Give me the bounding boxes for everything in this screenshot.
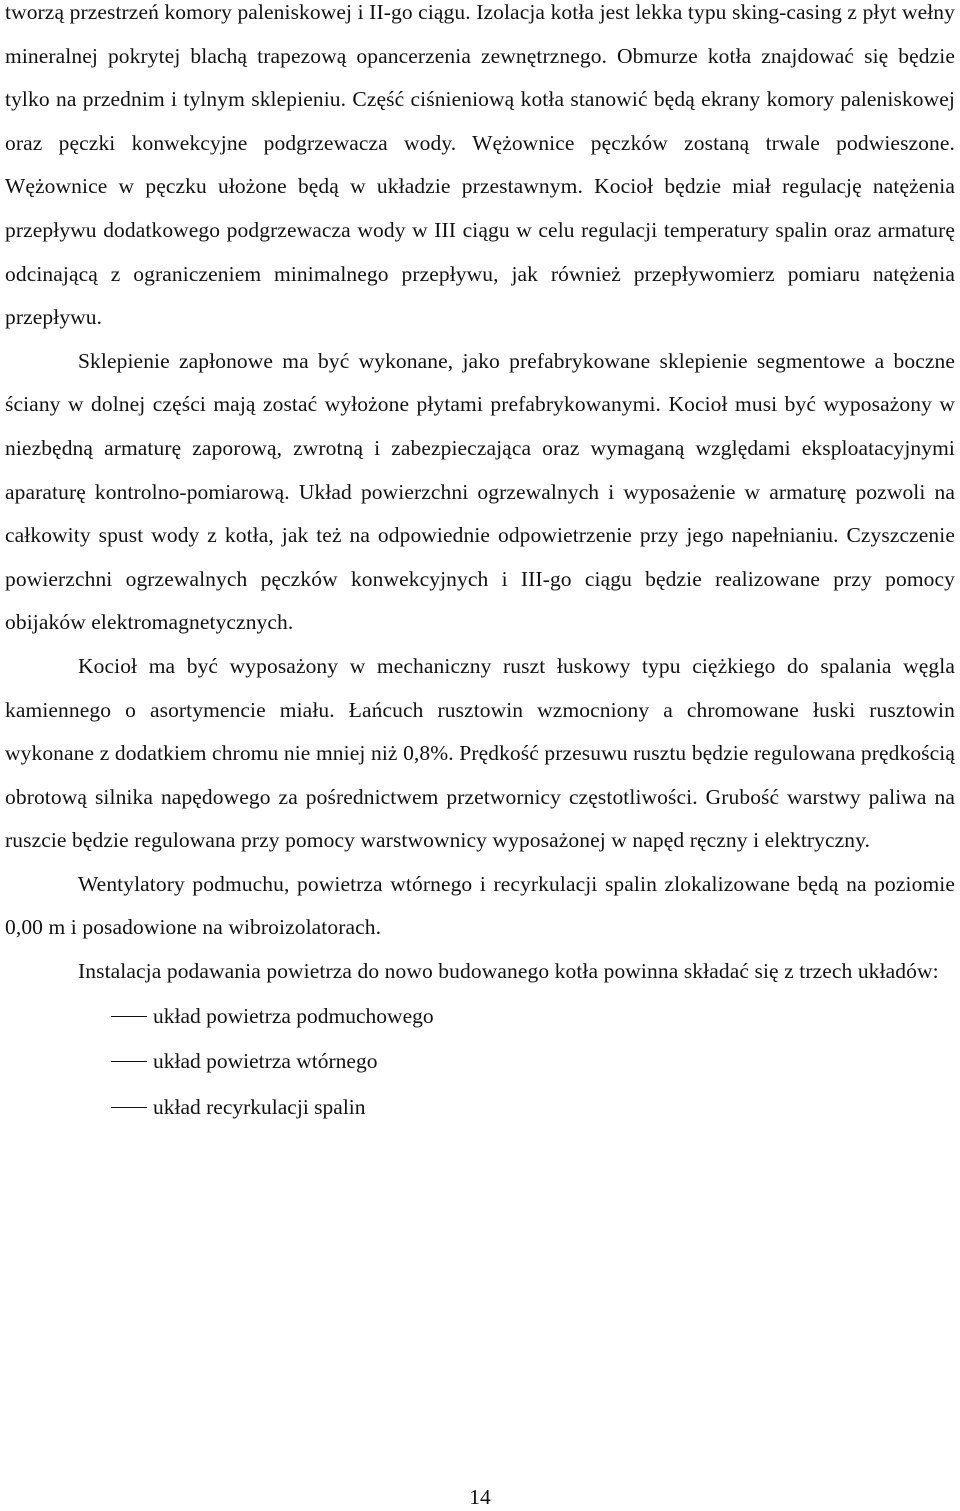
paragraph-air-supply: Instalacja podawania powietrza do nowo budowanego kotła powinna składać się z trzech układów: [78,959,939,984]
list-item-text: układ powietrza wtórnego [153,1049,378,1074]
dash-bullet [111,1016,147,1017]
list-item [5,1085,955,1131]
paragraph-grate: Kocioł ma być wyposażony w mechaniczny ruszt łuskowy typu ciężkiego do spalania węgla kamiennego o asortymencie miału. Łańcuch rusztowin wzmocniony a chromowane łuski rusztowin wykonane z dodatkiem chromu nie mniej niż 0,8%. Prędkość przesuwu rusztu będzie regulowana prędkością obrotową silnika napędowego za pośrednictwem przetwornicy częstotliwości. Grubość warstwy paliwa na ruszcie będzie regulowana przy pomocy warstwownicy wyposażonej w napęd ręczny i elektryczny. [5,653,955,853]
document-page [5,0,955,1130]
paragraph-ignition-arch: Sklepienie zapłonowe ma być wykonane, jako prefabrykowane sklepienie segmentowe a boczne ściany w dolnej części mają zostać wyłożone płytami prefabrykowanymi. Kocioł musi być wyposażony w niezbędną armaturę zaporową, zwrotną i zabezpieczająca oraz wymaganą względami eksploatacyjnymi aparaturę kontrolno-pomiarową. Układ powierzchni ogrzewalnych i wyposażenie w armaturę pozwoli na całkowity spust wody z kotła, jak też na odpowiednie odpowietrzenie przy jego napełnianiu. Czyszczenie powierzchni ogrzewalnych pęczków konwekcyjnych i III-go ciągu będzie realizowane przy pomocy obijaków elektromagnetycznych. [5,348,955,635]
page-number: 14 [469,1485,491,1509]
dash-bullet [111,1061,147,1062]
list-item-text: układ powietrza podmuchowego [153,1003,434,1028]
list-item [5,994,955,1040]
list-item-text: układ recyrkulacji spalin [153,1094,366,1119]
paragraph-fans: Wentylatory podmuchu, powietrza wtórnego i recyrkulacji spalin zlokalizowane będą na poziomie 0,00 m i posadowione na wibroizolatorach. [5,871,955,940]
dash-bullet [111,1107,147,1108]
list-item [5,1039,955,1085]
paragraph-boiler-construction: tworzą przestrzeń komory paleniskowej i II-go ciągu. Izolacja kotła jest lekka typu sking-casing z płyt wełny mineralnej pokrytej blachą trapezową opancerzenia zewnętrznego. Obmurze kotła znajdować się będzie tylko na przednim i tylnym sklepieniu. Część ciśnieniową kotła stanowić będą ekrany komory paleniskowej oraz pęczki konwekcyjne podgrzewacza wody. Wężownice pęczków zostaną trwale podwieszone. Wężownice w pęczku ułożone będą w układzie przestawnym. Kocioł będzie miał regulację natężenia przepływu dodatkowego podgrzewacza wody w III ciągu w celu regulacji temperatury spalin oraz armaturę odcinającą z ograniczeniem minimalnego przepływu, jak również przepływomierz pomiaru natężenia przepływu. [5,0,955,330]
air-systems-list [5,994,955,1131]
